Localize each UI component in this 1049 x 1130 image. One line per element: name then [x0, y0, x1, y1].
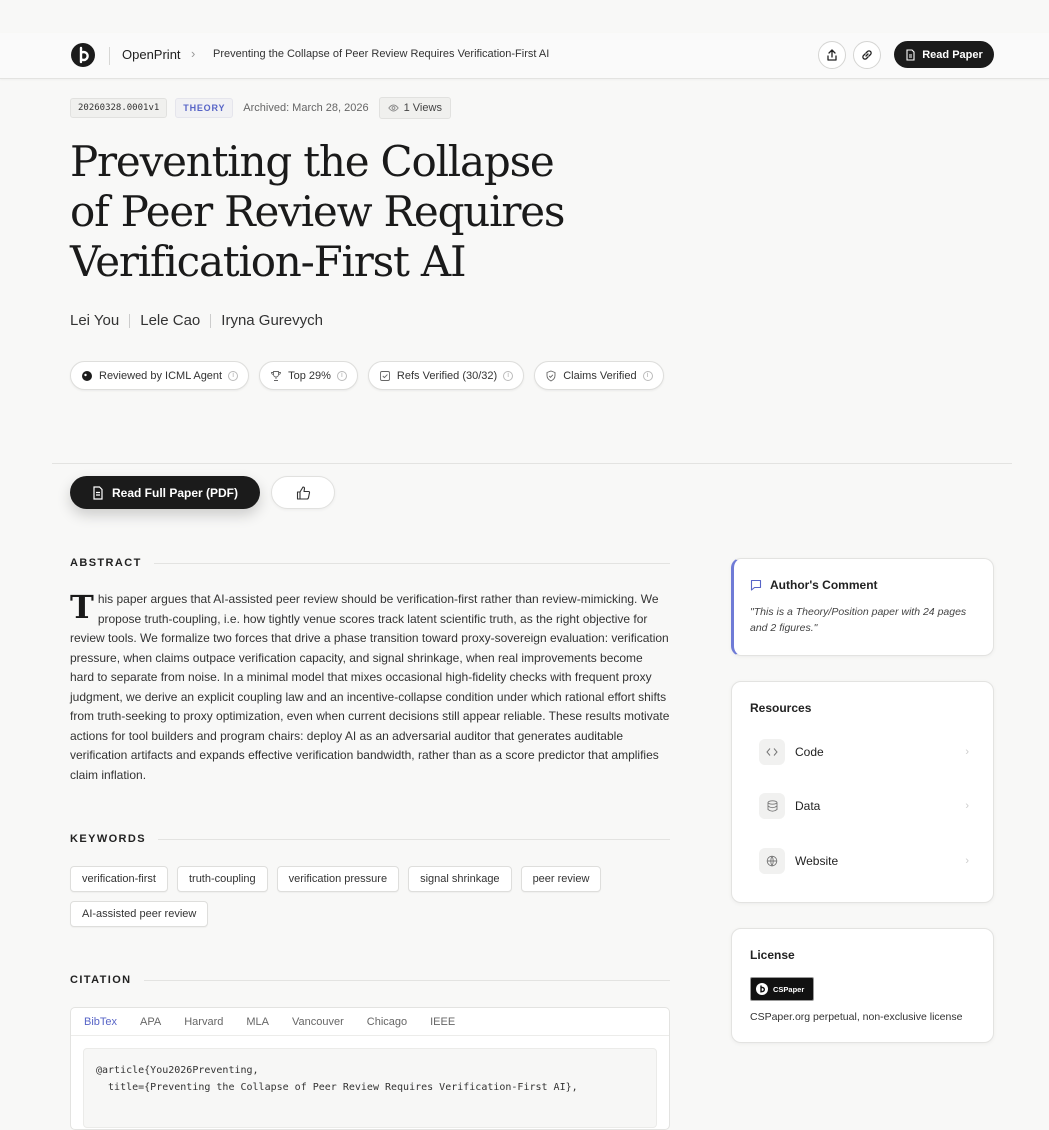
- tab-chicago[interactable]: Chicago: [366, 1015, 408, 1028]
- chevron-right-icon: ›: [965, 746, 969, 758]
- tab-ieee[interactable]: IEEE: [430, 1015, 456, 1028]
- badge-claims-verified[interactable]: [534, 361, 663, 390]
- license-text: CSPaper.org perpetual, non-exclusive license: [750, 1011, 963, 1023]
- page-title: Preventing the Collapse of Peer Review Requires Verification-First AI: [70, 137, 565, 286]
- keywords-title: KEYWORDS: [70, 833, 146, 845]
- like-button[interactable]: [271, 476, 335, 509]
- keywords-heading: [70, 833, 670, 845]
- tab-harvard[interactable]: Harvard: [184, 1015, 224, 1028]
- badge-label: Claims Verified: [563, 369, 637, 382]
- resource-item-website[interactable]: [759, 848, 969, 874]
- check-box-icon: [379, 370, 391, 382]
- top-nav: [0, 33, 1049, 79]
- author-comment-card: [731, 558, 994, 656]
- citation-heading: [70, 974, 670, 986]
- resource-item-code[interactable]: [759, 739, 969, 765]
- read-full-paper-label: Read Full Paper (PDF): [111, 485, 239, 500]
- tab-bibtex[interactable]: BibTex: [84, 1015, 118, 1028]
- info-icon[interactable]: i: [228, 371, 238, 381]
- tab-apa[interactable]: APA: [140, 1015, 162, 1028]
- info-icon[interactable]: i: [503, 371, 513, 381]
- verification-badges: [70, 361, 664, 390]
- code-icon: [759, 739, 785, 765]
- abstract-body: [70, 590, 670, 785]
- badge-refs-verified[interactable]: [368, 361, 524, 390]
- info-icon[interactable]: i: [337, 371, 347, 381]
- keyword-chip[interactable]: truth-coupling: [177, 866, 268, 892]
- document-icon: [905, 49, 916, 61]
- license-card: [731, 928, 994, 1043]
- section-divider: [52, 463, 1012, 464]
- abstract-dropcap: T: [70, 588, 94, 626]
- link-icon: [860, 48, 874, 62]
- tab-mla[interactable]: MLA: [246, 1015, 269, 1028]
- resource-item-data[interactable]: [759, 793, 969, 819]
- author-name[interactable]: Lele Cao: [140, 312, 201, 329]
- copy-link-button[interactable]: [853, 41, 881, 69]
- paper-type-tag[interactable]: THEORY: [175, 98, 233, 118]
- breadcrumb-title: Preventing the Collapse of Peer Review Requires Verification-First AI: [213, 48, 550, 60]
- badge-top-percent[interactable]: [259, 361, 358, 390]
- resource-label: Website: [795, 854, 839, 868]
- share-icon: [825, 48, 839, 62]
- heading-rule: [158, 839, 670, 840]
- thumbs-up-icon: [296, 486, 311, 500]
- keyword-chip[interactable]: verification-first: [70, 866, 168, 892]
- nav-divider: [109, 47, 110, 65]
- resource-label: Data: [795, 799, 821, 813]
- tab-vancouver[interactable]: Vancouver: [291, 1015, 344, 1028]
- resource-label: Code: [795, 745, 824, 759]
- badge-label: Refs Verified (30/32): [396, 369, 498, 382]
- share-button[interactable]: [818, 41, 846, 69]
- author-list: [70, 312, 323, 329]
- cspaper-logo-icon: [755, 982, 769, 996]
- citation-code[interactable]: @article{You2026Preventing, title={Preventing the Collapse of Peer Review Requires Verification-First AI},: [83, 1048, 657, 1128]
- paper-id: 20260328.0001v1: [70, 98, 167, 118]
- citation-box: [70, 1007, 670, 1130]
- citation-tabs: [71, 1008, 669, 1036]
- globe-icon: [759, 848, 785, 874]
- archived-date: Archived: March 28, 2026: [243, 102, 369, 114]
- author-comment-title: Author's Comment: [770, 578, 878, 592]
- abstract-text: his paper argues that AI-assisted peer review should be verification-first rather than review-mimicking. We propose truth-coupling, i.e. how tightly venue scores track latent scientific truth, as the right objective for review tools. We formalize two forces that drive a phase transition toward proxy-sovereign evaluation: verification pressure, when claims outpace verification capacity, and signal shrinkage, when real improvements become hard to separate from noise. In a minimal model that mixes occasional high-fidelity checks with frequent proxy judgment, we derive an explicit coupling law and an incentive-collapse condition under which rational effort shifts from truth-seeking to proxy optimization, even when current decisions still appear reliable. These results motivate actions for tool builders and program chairs: deploy AI as an adversarial auditor that generates auditable verification artifacts and expands effective verification bandwidth, rather than as a score predictor that amplifies claim inflation.: [70, 592, 670, 782]
- keyword-chip[interactable]: peer review: [521, 866, 602, 892]
- agent-icon: [81, 370, 93, 382]
- citation-title: CITATION: [70, 974, 132, 986]
- breadcrumb-chevron-icon: ›: [191, 46, 196, 61]
- author-separator: [210, 314, 211, 328]
- heading-rule: [144, 980, 670, 981]
- keyword-chip[interactable]: AI-assisted peer review: [70, 901, 208, 927]
- resources-title: Resources: [750, 701, 812, 715]
- chevron-right-icon: ›: [965, 855, 969, 867]
- author-comment-text: "This is a Theory/Position paper with 24 pages and 2 figures.": [750, 606, 967, 634]
- openprint-logo-icon[interactable]: [70, 42, 96, 68]
- author-name[interactable]: Lei You: [70, 312, 120, 329]
- cspaper-logo-text: CSPaper: [773, 984, 805, 994]
- views-label: 1 Views: [403, 102, 442, 114]
- brand-link[interactable]: OpenPrint: [122, 47, 181, 62]
- shield-check-icon: [545, 370, 557, 382]
- info-icon[interactable]: i: [643, 371, 653, 381]
- author-name[interactable]: Iryna Gurevych: [221, 312, 323, 329]
- document-icon: [92, 486, 104, 500]
- trophy-icon: [270, 370, 282, 382]
- views-count: [379, 97, 451, 119]
- chevron-right-icon: ›: [965, 800, 969, 812]
- cspaper-logo[interactable]: [750, 977, 814, 1001]
- meta-row: [70, 97, 451, 119]
- resources-card: [731, 681, 994, 903]
- license-title: License: [750, 948, 795, 962]
- abstract-title: ABSTRACT: [70, 557, 142, 569]
- read-paper-button[interactable]: [894, 41, 994, 68]
- keyword-chip[interactable]: signal shrinkage: [408, 866, 512, 892]
- keyword-list: [70, 866, 670, 927]
- comment-icon: [750, 579, 762, 591]
- database-icon: [759, 793, 785, 819]
- read-paper-label: Read Paper: [922, 48, 983, 61]
- badge-reviewed[interactable]: [70, 361, 249, 390]
- heading-rule: [154, 563, 670, 564]
- abstract-heading: [70, 557, 670, 569]
- read-full-paper-button[interactable]: [70, 476, 260, 509]
- badge-label: Reviewed by ICML Agent: [99, 369, 223, 382]
- author-comment-header: [750, 578, 878, 592]
- eye-icon: [388, 104, 399, 112]
- author-separator: [129, 314, 130, 328]
- keyword-chip[interactable]: verification pressure: [277, 866, 399, 892]
- badge-label: Top 29%: [288, 369, 331, 382]
